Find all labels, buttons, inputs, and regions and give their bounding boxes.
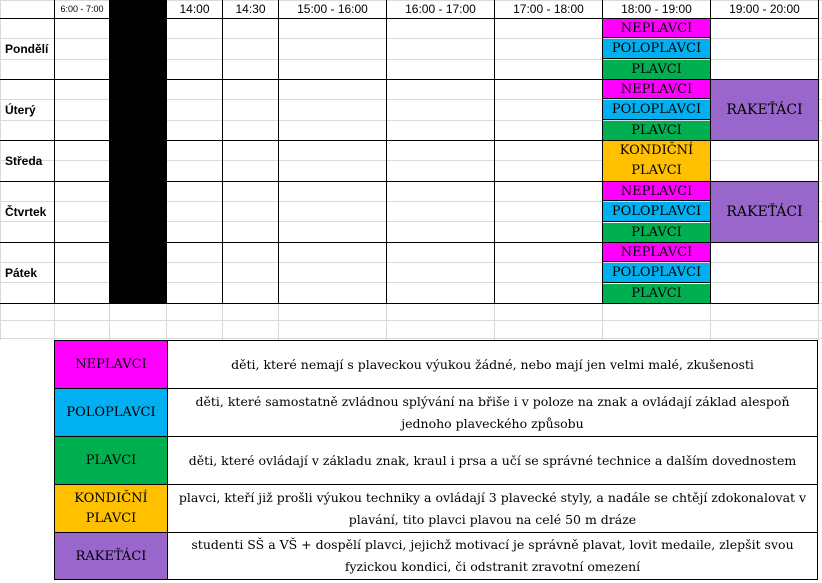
legend-row-plavci [55,437,817,485]
slot-fri-poloplavci: POLOPLAVCI [603,263,710,283]
slot-mon-poloplavci: POLOPLAVCI [603,39,710,59]
legend-label-raketaci: RAKEŤÁCI [55,533,168,579]
header-slot-1400: 14:00 [179,2,210,16]
legend-desc-raketaci: studenti SŠ a VŠ + dospělí plavci, jejichž motivací je správně plavat, lovit medaile, zlepšit svou fyzickou kondici, či odstranit zravotní omezení [191,537,794,574]
closed-column-block [109,0,166,304]
legend-label-poloplavci: POLOPLAVCI [55,389,168,436]
day-label-patek: Pátek [5,266,38,280]
legend-label-plavci: PLAVCI [55,437,168,484]
day-label-utery: Úterý [5,103,36,117]
slot-wed-kondicni: KONDIČNÍ PLAVCI [603,141,710,181]
slot-mon-plavci: PLAVCI [603,60,710,79]
slot-thu-poloplavci: POLOPLAVCI [603,202,710,222]
legend-row-poloplavci [55,389,817,437]
legend-label-kondicni: KONDIČNÍ PLAVCI [55,485,168,532]
legend-desc-plavci: děti, které ovládají v základu znak, kraul i prsa a učí se správné technice a dalším dovednostem [188,452,797,468]
slot-fri-plavci: PLAVCI [603,284,710,303]
slot-thu-neplavci: NEPLAVCI [603,182,710,201]
slot-mon-neplavci: NEPLAVCI [603,19,710,38]
slot-fri-neplavci: NEPLAVCI [603,243,710,262]
header-slot-1900: 19:00 - 20:00 [729,2,800,16]
legend-row-neplavci [55,341,817,389]
header-slot-1600: 16:00 - 17:00 [405,2,476,16]
header-slot-0600: 6:00 - 7:00 [60,4,104,14]
header-slot-1500: 15:00 - 16:00 [297,2,368,16]
header-slot-1800: 18:00 - 19:00 [621,2,692,16]
legend-row-kondicni [55,485,817,533]
day-label-ctvrtek: Čtvrtek [5,205,47,219]
day-label-streda: Středa [5,154,43,168]
header-slot-1700: 17:00 - 18:00 [513,2,584,16]
legend-table [54,340,818,580]
legend-label-neplavci: NEPLAVCI [55,341,168,388]
legend-desc-neplavci: děti, které nemají s plaveckou výukou žádné, nebo mají jen velmi malé, zkušenosti [231,356,754,372]
header-slot-1430: 14:30 [235,2,266,16]
day-label-pondeli: Pondělí [5,42,49,56]
legend-desc-poloplavci: děti, které samostatně zvládnou splývání na břiše i v poloze na znak a ovládají základ alespoň jednoho plaveckého způsobu [195,393,790,431]
legend-desc-kondicni: plavci, kteří již prošli výukou techniky a ovládají 3 plavecké styly, a nadále se chtějí zdokonalovat v plavání, tito plavci plavou na celé 50 m dráze [178,489,807,527]
legend-row-raketaci [55,533,817,579]
slot-tue-poloplavci: POLOPLAVCI [603,100,710,120]
slot-tue-raketaci: RAKEŤÁCI [711,80,818,140]
slot-thu-plavci: PLAVCI [603,223,710,242]
slot-thu-raketaci: RAKEŤÁCI [711,182,818,242]
slot-tue-plavci: PLAVCI [603,121,710,140]
slot-tue-neplavci: NEPLAVCI [603,80,710,99]
